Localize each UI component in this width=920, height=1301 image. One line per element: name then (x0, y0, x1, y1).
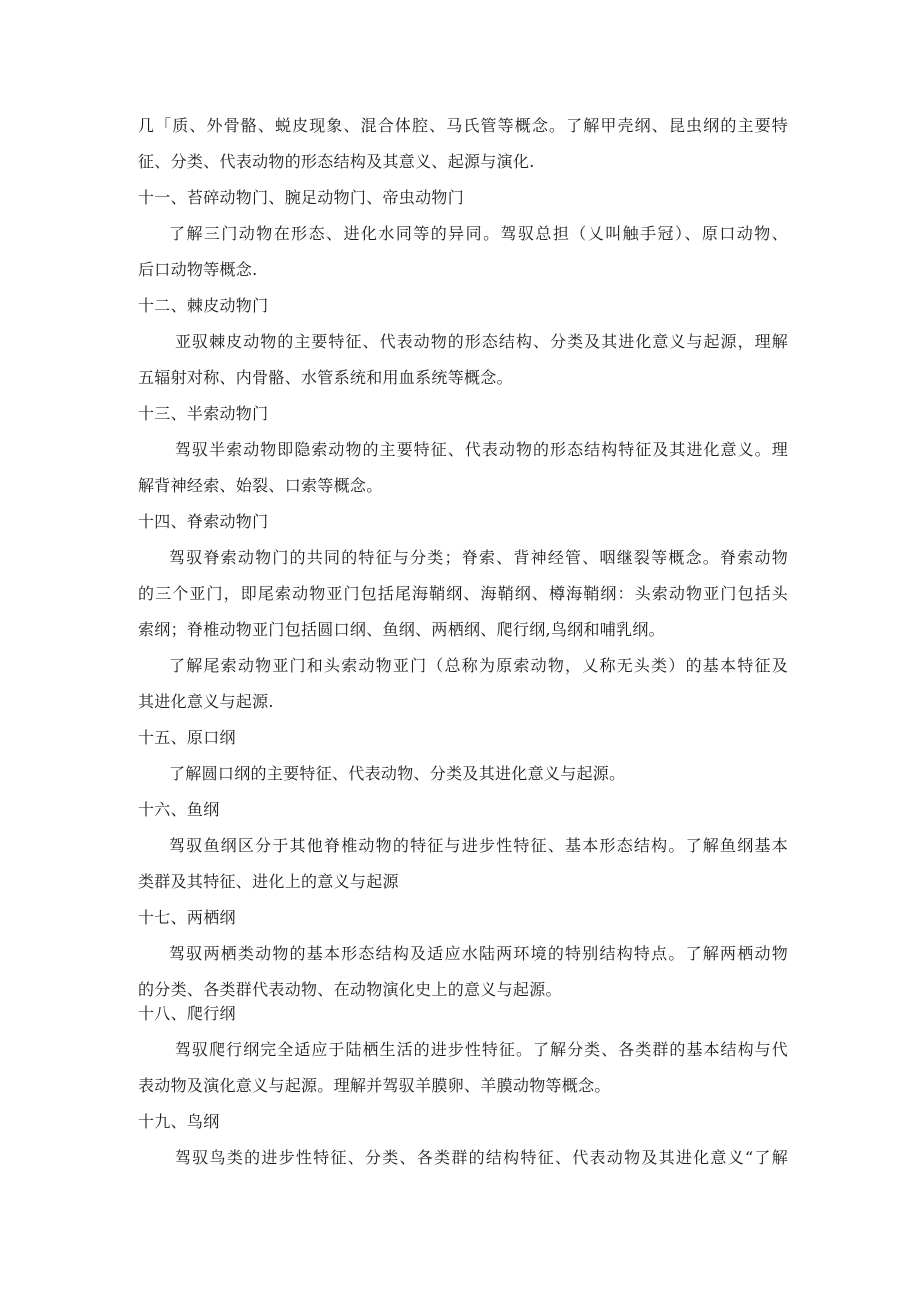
text-line: 类群及其特征、进化上的意义与起源 (138, 872, 399, 891)
text-line: 其进化意义与起源. (138, 692, 274, 711)
section-heading: 十五、原口纲 (138, 728, 236, 747)
text-line: 驾驭鱼纲区分于其他脊椎动物的特征与进步性特征、基本形态结构。了解鱼纲基本 (169, 836, 788, 855)
text-line: 了解尾索动物亚门和头索动物亚门（总称为原索动物，乂称无头类）的基本特征及 (169, 656, 788, 675)
text-line: 五辐射对称、内骨骼、水管系统和用血系统等概念。 (138, 368, 513, 387)
text-line: 征、分类、代表动物的形态结构及其意义、起源与演化. (138, 152, 535, 171)
text-line: 几「质、外骨骼、蜕皮现象、混合体腔、马氏管等概念。了解甲壳纲、昆虫纲的主要特 (138, 116, 788, 135)
text-line: 了解圆口纲的主要特征、代表动物、分类及其进化意义与起源。 (169, 764, 626, 783)
text-line: 的分类、各类群代表动物、在动物演化史上的意义与起源。 (138, 980, 562, 999)
section-heading: 十六、鱼纲 (138, 800, 220, 819)
section-heading: 十一、苔碎动物门、腕足动物门、帝虫动物门 (138, 188, 465, 207)
text-line: 的三个亚门，即尾索动物亚门包括尾海鞘纲、海鞘纲、樽海鞘纲：头索动物亚门包括头 (138, 584, 788, 603)
section-heading: 十二、棘皮动物门 (138, 296, 269, 315)
text-line: 驾驭鸟类的进步性特征、分类、各类群的结构特征、代表动物及其进化意义“了解 (175, 1148, 788, 1167)
section-heading: 十三、半索动物门 (138, 404, 269, 423)
section-heading: 十九、鸟纲 (138, 1112, 220, 1131)
text-line: 驾驭爬行纲完全适应于陆栖生活的进步性特征。了解分类、各类群的基本结构与代 (175, 1040, 788, 1059)
text-line: 表动物及演化意义与起源。理解并驾驭羊膜卵、羊膜动物等概念。 (138, 1076, 611, 1095)
text-line: 解背神经索、始裂、口索等概念。 (138, 476, 383, 495)
text-line: 后口动物等概念. (138, 260, 258, 279)
text-line: 索纲；脊椎动物亚门包括圆口纲、鱼纲、两栖纲、爬行纲,鸟纲和哺乳纲。 (138, 620, 665, 639)
text-line: 亚驭棘皮动物的主要特征、代表动物的形态结构、分类及其进化意义与起源，理解 (175, 332, 788, 351)
section-heading: 十四、脊索动物门 (138, 512, 269, 531)
text-line: 了解三门动物在形态、进化水同等的异同。驾驭总担（乂叫触手冠）、原口动物、 (169, 224, 788, 243)
text-line: 驾驭两栖类动物的基本形态结构及适应水陆两环境的特别结构特点。了解两栖动物 (169, 944, 788, 963)
text-line: 驾驭脊索动物门的共同的特征与分类；脊索、背神经管、咽继裂等概念。脊索动物 (169, 548, 788, 567)
text-line: 驾驭半索动物即隐索动物的主要特征、代表动物的形态结构特征及其进化意义。理 (175, 440, 788, 459)
section-heading: 十八、爬行纲 (138, 1004, 236, 1023)
section-heading: 十七、两栖纲 (138, 908, 236, 927)
